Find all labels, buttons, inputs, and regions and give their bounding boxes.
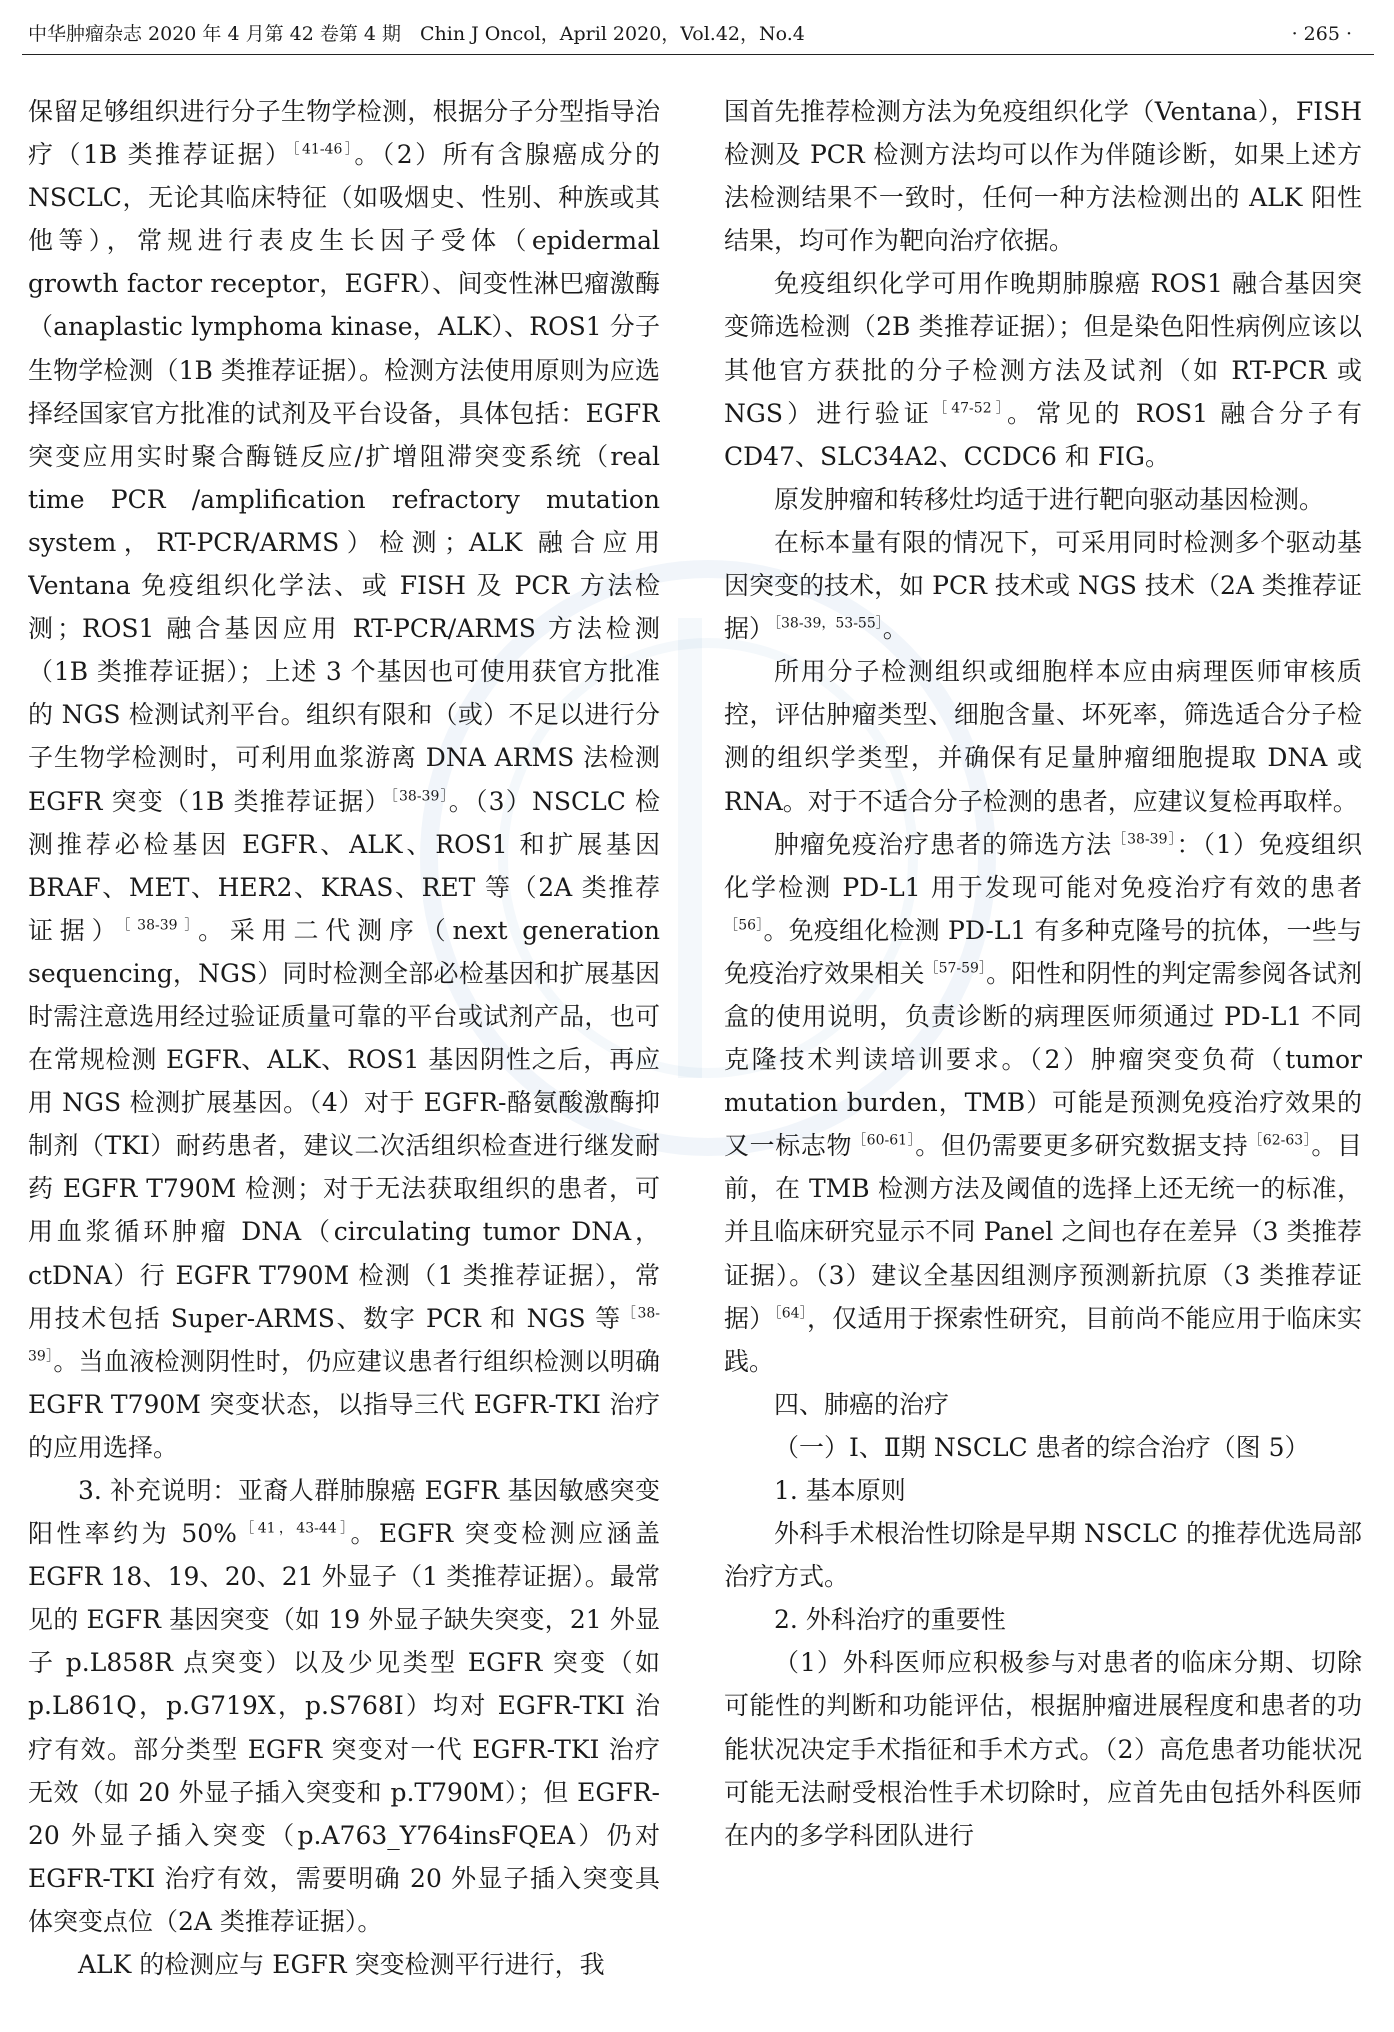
text-run: 。免疫组化检测 PD-L1 有多种克隆号的抗体，一些与免疫治疗效果相关	[724, 915, 1362, 988]
text-run: 免疫组织化学可用作晚期肺腺癌 ROS1 融合基因突变筛选检测（2B 类推荐证据）；但是染色阳性病例应该以其他官方获批的分子检测方法及试剂（如 RT-PCR 或 NGS）进行验证	[724, 269, 1362, 428]
paragraph	[724, 262, 1362, 477]
text-run: 。采用二代测序（next generation sequencing，NGS）同时检测全部必检基因和扩展基因时需注意选用经过验证质量可靠的平台或试剂产品，也可在常规检测 EGFR、ALK、ROS1 基因阴性之后，再应用 NGS 检测扩展基因。（4）对于 EGFR-酪氨酸激酶抑制剂（TKI）耐药患者，建议二次活组织检查进行继发耐药 EGFR T790M 检测；对于无法获取组织的患者，可用血浆循环肿瘤 DNA（circulating tumor DNA，ctDNA）行 EGFR T790M 检测（1 类推荐证据），常用技术包括 Super-ARMS、数字 PCR 和 NGS 等	[28, 915, 660, 1333]
citation-ref: ［64］	[774, 1305, 808, 1322]
text-run: ，仅适用于探索性研究，目前尚不能应用于临床实践。	[724, 1303, 1362, 1376]
right-column	[724, 90, 1362, 2020]
text-run: （一）Ⅰ、Ⅱ期 NSCLC 患者的综合治疗（图 5）	[774, 1432, 1310, 1462]
paragraph	[724, 823, 1362, 1383]
text-run: 。常见的 ROS1 融合分子有 CD47、SLC34A2、CCDC6 和 FIG。	[724, 398, 1362, 471]
paragraph	[724, 521, 1362, 650]
text-run: 。EGFR 突变检测应涵盖 EGFR 18、19、20、21 外显子（1 类推荐证据）。最常见的 EGFR 基因突变（如 19 外显子缺失突变，21 外显子 p.L858R 点突变）以及少见类型 EGFR 突变（如 p.L861Q，p.G719X，p.S768I）均对 EGFR-TKI 治疗有效。部分类型 EGFR 突变对一代 EGFR-TKI 治疗无效（如 20 外显子插入突变和 p.T790M）；但 EGFR-20 外显子插入突变（p.A763_Y764insFQEA）仍对 EGFR-TKI 治疗有效，需要明确 20 外显子插入突变具体突变点位（2A 类推荐证据）。	[28, 1519, 660, 1936]
citation-ref: ［62-63］	[1248, 1132, 1312, 1149]
text-run: （1）外科医师应积极参与对患者的临床分期、切除可能性的判断和功能评估，根据肿瘤进展程度和患者的功能状况决定手术指征和手术方式。（2）高危患者功能状况可能无法耐受根治性手术切除时，应首先由包括外科医师在内的多学科团队进行	[724, 1648, 1362, 1850]
text-run: 。（2）所有含腺癌成分的 NSCLC，无论其临床特征（如吸烟史、性别、种族或其他等），常规进行表皮生长因子受体（epidermal growth factor receptor，EGFR）、间变性淋巴瘤激酶（anaplastic lymphoma kinase，ALK）、ROS1 分子生物学检测（1B 类推荐证据）。检测方法使用原则为应选择经国家官方批准的试剂及平台设备，具体包括：EGFR 突变应用实时聚合酶链反应/扩增阻滞突变系统（real time PCR /amplification refractory mutation system，RT-PCR/ARMS）检测；ALK 融合应用 Ventana 免疫组织化学法、或 FISH 及 PCR 方法检测；ROS1 融合基因应用 RT-PCR/ARMS 方法检测（1B 类推荐证据）；上述 3 个基因也可使用获官方批准的 NGS 检测试剂平台。组织有限和（或）不足以进行分子生物学检测时，可利用血浆游离 DNA ARMS 法检测 EGFR 突变（1B 类推荐证据）	[28, 140, 660, 816]
paragraph	[724, 650, 1362, 822]
citation-ref: ［38-39，53-55］	[774, 615, 883, 632]
citation-ref: ［38-39］	[1112, 831, 1177, 848]
paragraph	[28, 1469, 660, 1943]
citation-ref: ［38-39］	[390, 788, 449, 805]
text-run: 肿瘤免疫治疗患者的筛选方法	[774, 829, 1113, 859]
paragraph	[724, 478, 1362, 521]
citation-ref: ［57-59］	[924, 960, 987, 977]
text-run: 1. 基本原则	[774, 1476, 906, 1505]
running-header	[22, 14, 1374, 55]
text-run: 3. 补充说明：亚裔人群肺腺癌 EGFR 基因敏感突变阳性率约为 50%	[28, 1476, 660, 1549]
text-run: 2. 外科治疗的重要性	[774, 1605, 1006, 1635]
paragraph	[724, 1383, 1362, 1426]
paragraph	[724, 1469, 1362, 1512]
citation-ref: ［60-61］	[852, 1132, 916, 1149]
paragraph	[28, 1943, 660, 1986]
paragraph	[724, 1641, 1362, 1856]
citation-ref: ［41，43-44］	[236, 1520, 351, 1537]
text-run: 。目前，在 TMB 检测方法及阈值的选择上还无统一的标准，并且临床研究显示不同 Panel 之间也存在差异（3 类推荐证据）。（3）建议全基因组测序预测新抗原（3 类推荐证据）	[724, 1131, 1362, 1333]
text-run: 所用分子检测组织或细胞样本应由病理医师审核质控，评估肿瘤类型、细胞含量、坏死率，筛选适合分子检测的组织学类型，并确保有足量肿瘤细胞提取 DNA 或 RNA。对于不适合分子检测的患者，应建议复检再取样。	[724, 657, 1362, 816]
text-run: 四、肺癌的治疗	[774, 1389, 950, 1419]
text-run: ：（1）免疫组织化学检测 PD-L1 用于发现可能对免疫治疗有效的患者	[724, 829, 1362, 902]
citation-ref: ［41-46］	[292, 141, 355, 158]
text-run: 国首先推荐检测方法为免疫组织化学（Ventana），FISH 检测及 PCR 检测方法均可以作为伴随诊断，如果上述方法检测结果不一致时，任何一种方法检测出的 ALK 阳性结果，均可作为靶向治疗依据。	[724, 97, 1362, 256]
text-run: 。（3）NSCLC 检测推荐必检基因 EGFR、ALK、ROS1 和扩展基因 BRAF、MET、HER2、KRAS、RET 等（2A 类推荐证据）	[28, 786, 660, 945]
text-run: ALK 的检测应与 EGFR 突变检测平行进行，我	[78, 1950, 605, 1980]
paragraph	[724, 1512, 1362, 1598]
page-number: · 265 ·	[1291, 23, 1352, 45]
text-run: 在标本量有限的情况下，可采用同时检测多个驱动基因突变的技术，如 PCR 技术或 NGS 技术（2A 类推荐证据）	[724, 527, 1362, 644]
watermark-staff	[678, 618, 702, 1078]
text-run: 原发肿瘤和转移灶均适于进行靶向驱动基因检测。	[774, 484, 1325, 514]
citation-ref: ［38-39］	[123, 917, 199, 934]
text-run: 。	[882, 614, 908, 644]
text-run: 。但仍需要更多研究数据支持	[915, 1131, 1249, 1161]
paragraph	[724, 1598, 1362, 1641]
journal-citation: 中华肿瘤杂志 2020 年 4 月第 42 卷第 4 期 Chin J Oncol，April 2020，Vol.42，No.4	[28, 23, 805, 45]
citation-ref: ［47-52］	[933, 400, 1007, 417]
text-run: 。当血液检测阴性时，仍应建议患者行组织检测以明确 EGFR T790M 突变状态，以指导三代 EGFR-TKI 治疗的应用选择。	[28, 1346, 660, 1462]
citation-ref: ［38-39］	[28, 1305, 660, 1365]
left-column	[28, 90, 660, 2020]
text-run: 外科手术根治性切除是早期 NSCLC 的推荐优选局部治疗方式。	[724, 1519, 1362, 1592]
citation-ref: ［56］	[724, 917, 764, 934]
paragraph	[28, 90, 660, 1469]
paragraph	[724, 90, 1362, 262]
text-run: 。阳性和阴性的判定需参阅各试剂盒的使用说明，负责诊断的病理医师须通过 PD-L1 不同克隆技术判读培训要求。（2）肿瘤突变负荷（tumor mutation burden，TMB）可能是预测免疫治疗效果的又一标志物	[724, 958, 1362, 1161]
text-run: 保留足够组织进行分子生物学检测，根据分子分型指导治疗（1B 类推荐证据）	[28, 97, 660, 170]
paragraph	[724, 1426, 1362, 1469]
